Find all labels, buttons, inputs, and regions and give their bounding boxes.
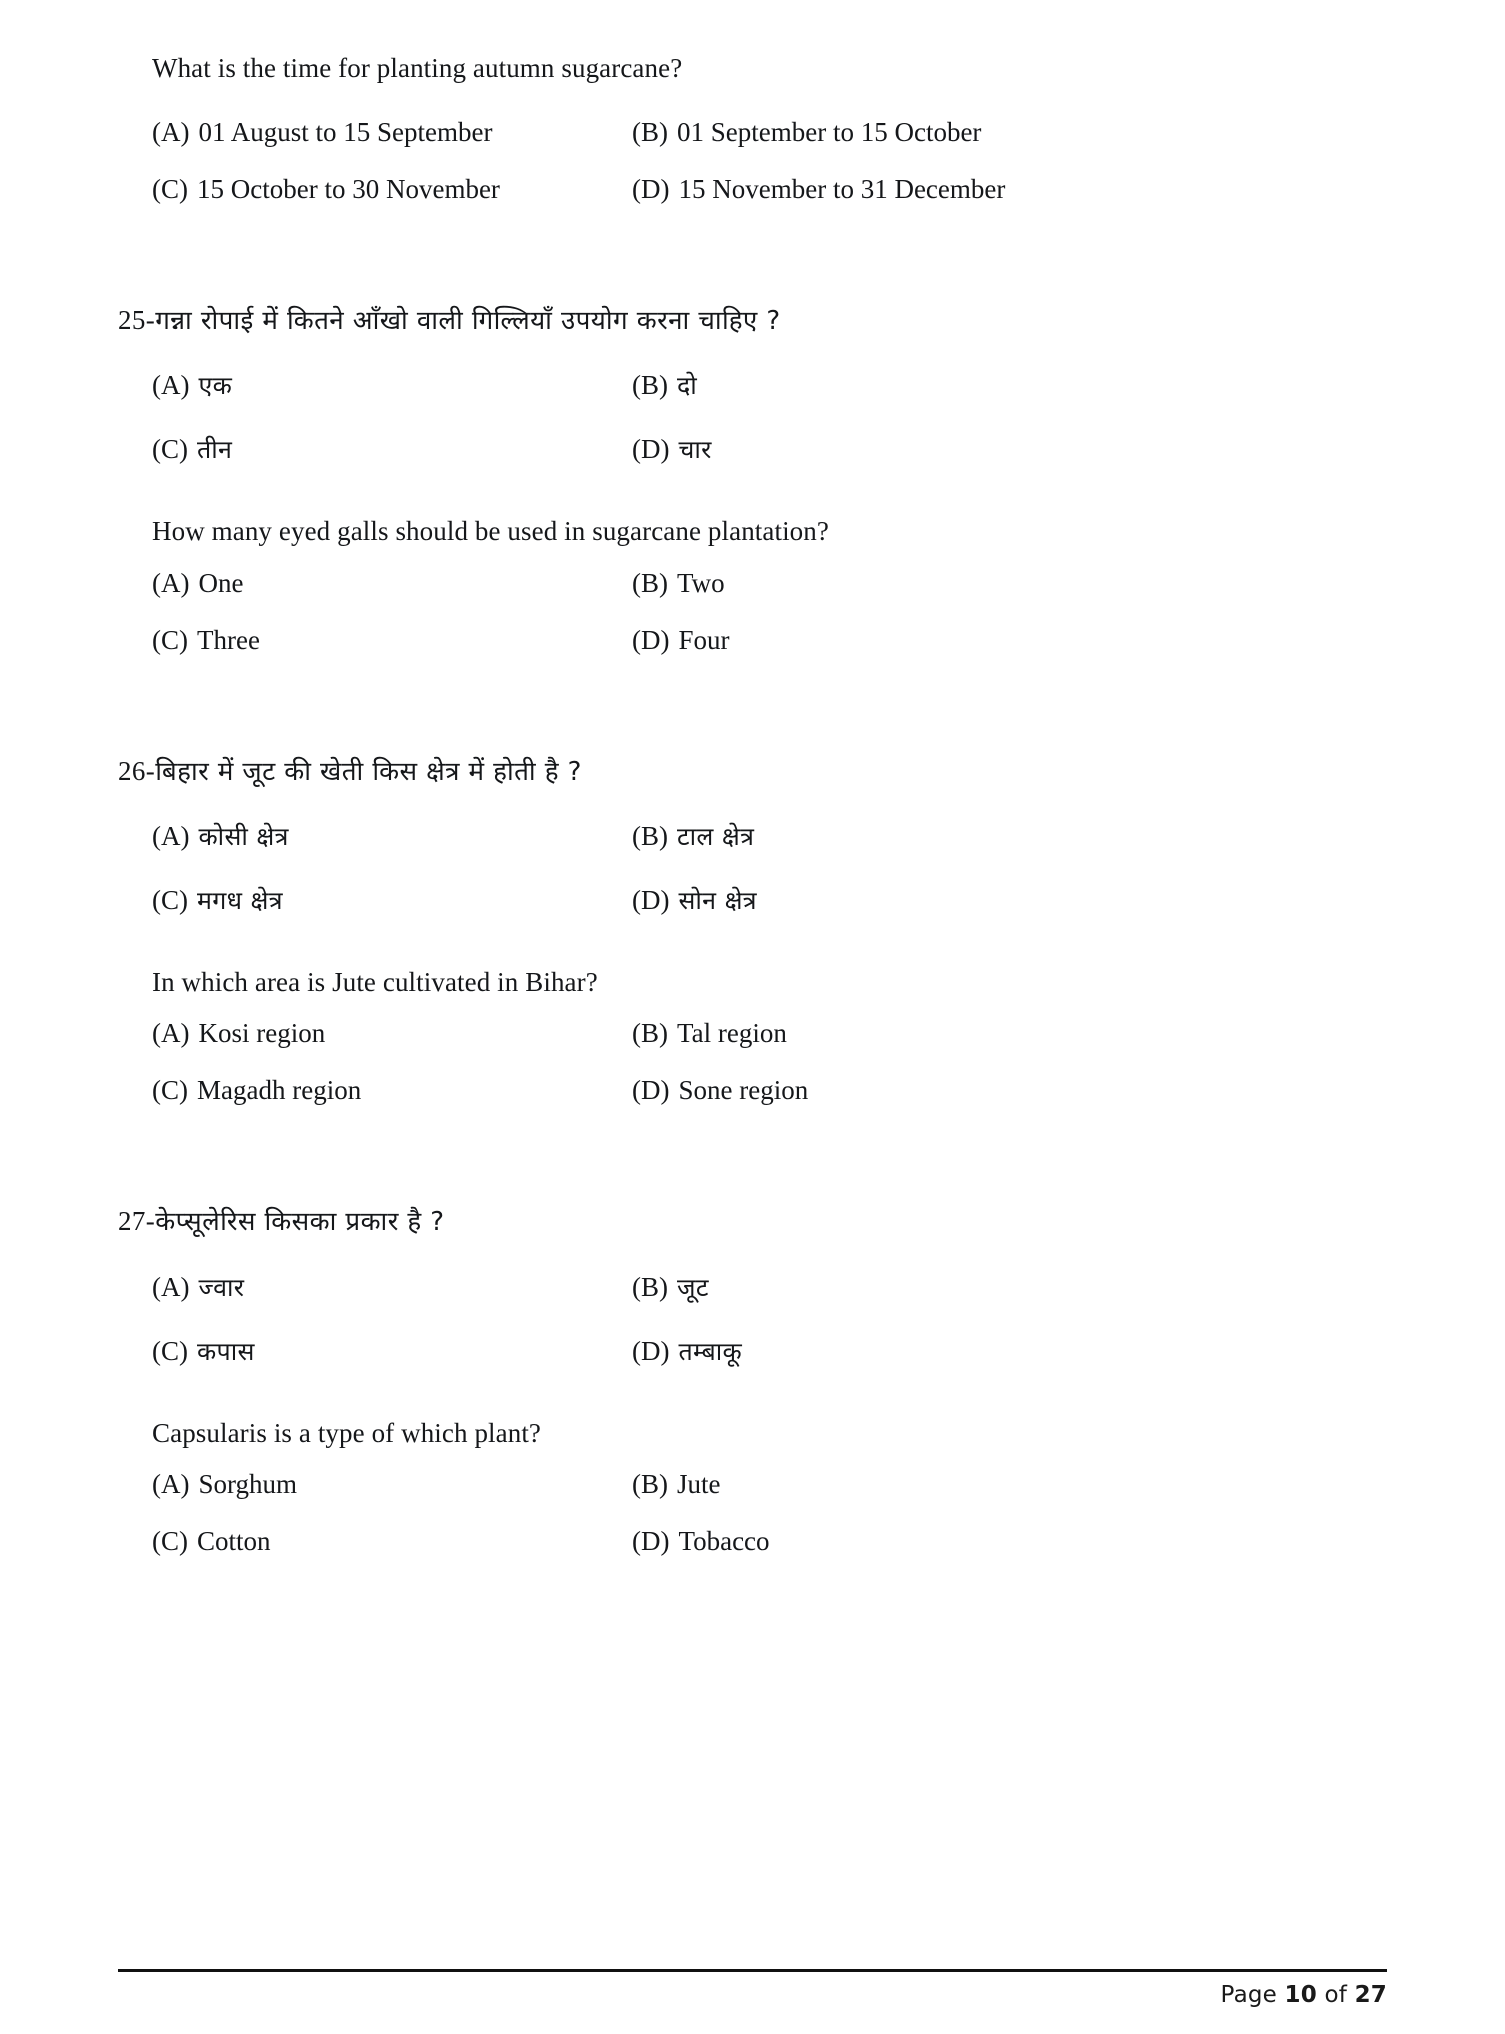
option-b[interactable] [632, 369, 1388, 433]
option-label: (D) [632, 433, 670, 464]
options-grid-25-hindi [152, 369, 1388, 497]
question-number-26: 26- [118, 755, 156, 786]
option-text: ज्वार [198, 1272, 245, 1302]
question-25-hindi [118, 302, 1388, 339]
option-text: Two [677, 567, 725, 598]
option-label: (A) [152, 1018, 190, 1049]
question-block-27 [118, 1203, 1388, 1582]
option-d[interactable] [632, 173, 1388, 230]
option-text: चार [678, 434, 712, 464]
option-text: Magadh region [197, 1075, 362, 1106]
option-a[interactable] [152, 369, 632, 433]
question-27-hindi [118, 1203, 1388, 1240]
option-label: (A) [152, 1469, 190, 1500]
option-b[interactable] [632, 1468, 1388, 1525]
option-text: Tobacco [678, 1526, 770, 1557]
option-a[interactable] [152, 1271, 632, 1335]
option-c[interactable] [152, 884, 632, 948]
option-label: (D) [632, 884, 670, 915]
question-25-english: How many eyed galls should be used in sugarcane plantation? [152, 515, 829, 546]
page-content [118, 52, 1388, 1582]
options-grid-26-hindi [152, 820, 1388, 948]
option-text: Four [678, 624, 730, 655]
option-b[interactable] [632, 116, 1388, 173]
option-text: टाल क्षेत्र [677, 821, 755, 851]
option-text: Three [197, 624, 260, 655]
question-27-english: Capsularis is a type of which plant? [152, 1417, 542, 1448]
option-text: सोन क्षेत्र [678, 885, 757, 915]
question-block-26 [118, 753, 1388, 1132]
option-text: दो [677, 370, 698, 400]
footer-current-page: 10 [1284, 1982, 1317, 2008]
option-text: कोसी क्षेत्र [198, 821, 289, 851]
option-label: (D) [632, 1075, 670, 1106]
page-footer [118, 1969, 1387, 2008]
question-26-hindi [118, 753, 1388, 790]
option-text: एक [198, 370, 233, 400]
question-number-25: 25- [118, 304, 156, 335]
options-grid-26-english [152, 1017, 1388, 1131]
option-d[interactable] [632, 1525, 1388, 1582]
option-text: जूट [677, 1272, 709, 1302]
option-c[interactable] [152, 1335, 632, 1399]
option-text: One [198, 567, 244, 598]
option-text: Kosi region [198, 1018, 326, 1049]
option-b[interactable] [632, 820, 1388, 884]
option-d[interactable] [632, 433, 1388, 497]
option-label: (A) [152, 116, 190, 147]
option-c[interactable] [152, 1074, 632, 1131]
option-label: (B) [632, 1271, 668, 1302]
question-27-hindi-text: केप्सूलेरिस किसका प्रकार है ? [155, 1207, 445, 1238]
option-b[interactable] [632, 567, 1388, 624]
question-number-27: 27- [118, 1206, 156, 1237]
option-text: मगध क्षेत्र [197, 885, 283, 915]
page-number-label [118, 1972, 1387, 2008]
option-label: (A) [152, 820, 190, 851]
option-c[interactable] [152, 1525, 632, 1582]
option-text: Tal region [677, 1018, 787, 1049]
option-label: (B) [632, 116, 668, 147]
option-text: 01 August to 15 September [198, 116, 493, 147]
option-label: (B) [632, 1018, 668, 1049]
options-grid-27-english [152, 1468, 1388, 1582]
options-grid-english [152, 116, 1388, 230]
option-c[interactable] [152, 624, 632, 681]
option-d[interactable] [632, 884, 1388, 948]
question-26-english: In which area is Jute cultivated in Bihar? [152, 966, 598, 997]
options-grid-27-hindi [152, 1271, 1388, 1399]
option-text: तम्बाकू [678, 1336, 743, 1366]
option-b[interactable] [632, 1017, 1388, 1074]
option-text: 01 September to 15 October [677, 116, 982, 147]
option-label: (D) [632, 173, 670, 204]
option-label: (C) [152, 884, 188, 915]
option-text: Sone region [678, 1075, 809, 1106]
option-text: 15 October to 30 November [197, 173, 500, 204]
question-text-english: What is the time for planting autumn sugarcane? [152, 53, 683, 83]
options-grid-25-english [152, 567, 1388, 681]
option-a[interactable] [152, 567, 632, 624]
question-26-hindi-text: बिहार में जूट की खेती किस क्षेत्र में होती है ? [155, 756, 582, 787]
option-label: (B) [632, 369, 668, 400]
option-label: (B) [632, 1469, 668, 1500]
option-label: (D) [632, 624, 670, 655]
option-text: Sorghum [198, 1469, 298, 1500]
option-a[interactable] [152, 1017, 632, 1074]
option-text: तीन [197, 434, 233, 464]
option-label: (C) [152, 1075, 188, 1106]
option-label: (B) [632, 567, 668, 598]
option-label: (A) [152, 567, 190, 598]
option-a[interactable] [152, 820, 632, 884]
option-d[interactable] [632, 624, 1388, 681]
option-c[interactable] [152, 173, 632, 230]
option-label: (B) [632, 820, 668, 851]
option-label: (C) [152, 433, 188, 464]
option-d[interactable] [632, 1335, 1388, 1399]
option-c[interactable] [152, 433, 632, 497]
footer-middle: of [1324, 1982, 1348, 2008]
option-label: (C) [152, 173, 188, 204]
option-label: (A) [152, 1271, 190, 1302]
option-label: (A) [152, 369, 190, 400]
option-d[interactable] [632, 1074, 1388, 1131]
option-text: Cotton [197, 1526, 271, 1557]
option-text: कपास [197, 1336, 255, 1366]
option-a[interactable] [152, 116, 632, 173]
option-a[interactable] [152, 1468, 632, 1525]
question-25-hindi-text: गन्ना रोपाई में कितने आँखो वाली गिल्लियाँ उपयोग करना चाहिए ? [155, 305, 781, 336]
option-b[interactable] [632, 1271, 1388, 1335]
question-block-24-english [118, 52, 1388, 230]
option-text: 15 November to 31 December [678, 173, 1006, 204]
footer-prefix: Page [1220, 1982, 1278, 2008]
footer-total-pages: 27 [1354, 1982, 1387, 2008]
option-label: (C) [152, 1335, 188, 1366]
option-label: (D) [632, 1335, 670, 1366]
question-block-25 [118, 302, 1388, 681]
option-text: Jute [677, 1469, 721, 1500]
option-label: (C) [152, 624, 188, 655]
option-label: (D) [632, 1526, 670, 1557]
option-label: (C) [152, 1526, 188, 1557]
